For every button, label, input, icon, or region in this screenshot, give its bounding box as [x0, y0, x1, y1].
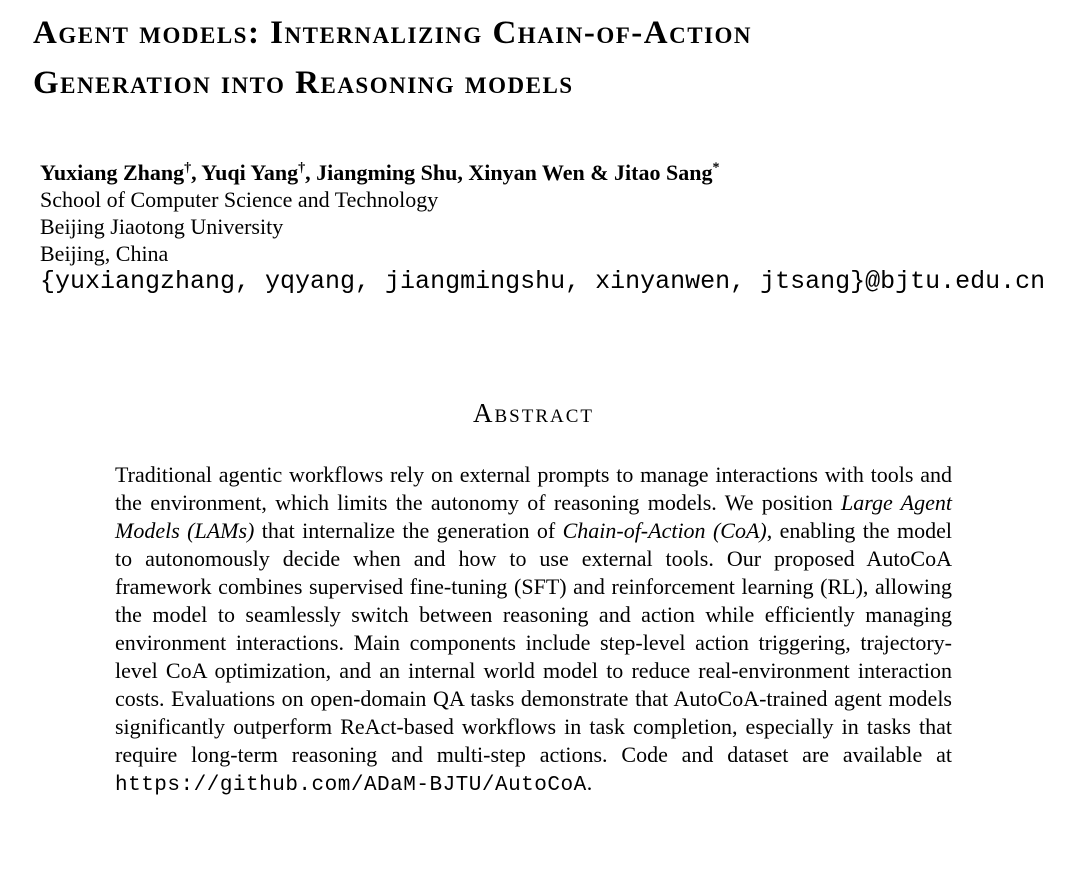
author-block	[40, 159, 1045, 295]
abstract-italic-coa: Chain-of-Action (CoA)	[562, 518, 767, 543]
abstract-text-3: , enabling the model to autonomously decide when and how to use external tools. Our proposed AutoCoA framework combines supervised fine-tuning (SFT) and reinforcement learning (RL), allowing the model to seamlessly switch between reasoning and action while efficiently managing environment interactions. Main components include step-level action triggering, trajectory-level CoA optimization, and an internal world model to reduce real-environment interaction costs. Evaluations on open-domain QA tasks demonstrate that AutoCoA-trained agent models significantly outperform ReAct-based workflows in task completion, especially in tasks that require long-term reasoning and multi-step actions. Code and dataset are available at	[115, 518, 953, 767]
asterisk-superscript: *	[712, 160, 720, 176]
affiliation-school: School of Computer Science and Technology	[40, 187, 439, 212]
paper-title	[33, 8, 752, 108]
abstract-text-period: .	[586, 770, 593, 795]
title-line-1: Agent models: Internalizing Chain-of-Action	[33, 15, 753, 51]
abstract-heading: Abstract	[472, 398, 595, 428]
abstract-text-1: Traditional agentic workflows rely on external prompts to manage interactions with tools and the environment, which limits the autonomy of reasoning models. We position	[115, 462, 952, 515]
email-line: {yuxiangzhang, yqyang, jiangmingshu, xinyanwen, jtsang}@bjtu.edu.cn	[40, 267, 1046, 296]
github-url-part-1[interactable]: https://github.com/	[115, 774, 364, 797]
affiliation-university: Beijing Jiaotong University	[40, 214, 284, 239]
author-names-rest: , Jiangming Shu, Xinyan Wen & Jitao Sang	[305, 160, 713, 185]
title-line-2: Generation into Reasoning models	[33, 65, 574, 101]
github-url-part-2[interactable]: ADaM-BJTU/AutoCoA	[363, 774, 587, 797]
author-name-1: Yuxiang Zhang	[40, 160, 185, 185]
author-names	[40, 159, 1045, 186]
abstract-text-2: that internalize the generation of	[254, 518, 563, 543]
author-name-2: , Yuqi Yang	[191, 160, 299, 185]
abstract-body	[115, 461, 952, 800]
dagger-superscript-2: †	[298, 160, 306, 176]
affiliation-city: Beijing, China	[40, 241, 169, 266]
dagger-superscript-1: †	[184, 160, 192, 176]
abstract-italic-lams: Large Agent Models (LAMs)	[115, 490, 952, 543]
